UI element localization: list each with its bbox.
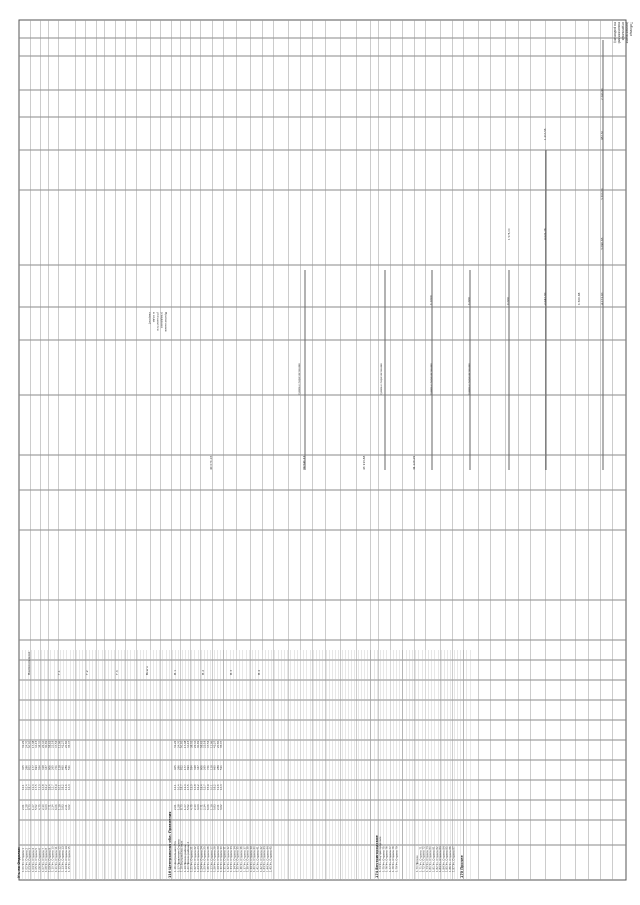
row-label: 1.76 Уч. Отдела 76: [385, 846, 389, 872]
numeric-cell: 511: [68, 765, 72, 770]
row-label: 1.44 Уч. Отдела 44: [266, 846, 270, 872]
numeric-cell: 19,4: [48, 784, 52, 790]
row-label: 1.26 Уч. Отдела 26: [207, 846, 210, 872]
numeric-cell: 693: [187, 765, 191, 770]
numeric-cell: 44,15: [35, 740, 39, 748]
row-label: 1.43 Уч. Отдела 43: [263, 846, 267, 872]
numeric-cell: 812: [180, 765, 184, 770]
numeric-cell: 50,91: [28, 740, 32, 748]
far-value: 2 240,90: [601, 88, 604, 100]
column-header: П.1: [173, 669, 177, 675]
far-value: 1 217,55: [544, 128, 547, 140]
numeric-cell: 3,62: [68, 804, 72, 810]
numeric-cell: 906: [200, 765, 204, 770]
row-label: 1.12 Уч. Отдела 12: [58, 846, 62, 872]
row-label: 1.09 Уч. Отдела 9: [48, 847, 52, 872]
numeric-cell: 289: [216, 765, 220, 770]
row-label: 1.39 Уч. Отдела 39: [249, 846, 253, 872]
numeric-cell: 289: [64, 765, 68, 770]
row-label: 1.21 Уч. Отдела 21: [190, 846, 194, 872]
numeric-cell: 1,28: [25, 804, 29, 810]
numeric-cell: 20,84: [64, 740, 68, 748]
numeric-cell: 296: [25, 765, 29, 770]
numeric-cell: 128: [210, 765, 214, 770]
title-line-4: показателей: [617, 22, 621, 44]
numeric-cell: 10,1: [210, 784, 214, 790]
numeric-cell: 2,10: [193, 804, 197, 810]
numeric-cell: 741: [55, 765, 58, 770]
mid-label: сумма к перечислению: [298, 363, 301, 395]
numeric-cell: 12,7: [51, 784, 55, 790]
mid-label: сумма к перечислению: [430, 363, 433, 395]
numeric-cell: 17,5: [35, 784, 39, 790]
numeric-cell: 41,27: [61, 740, 65, 748]
numeric-cell: 660: [213, 765, 217, 770]
row-label: 1.17 Правление Отдела: [177, 839, 181, 872]
row-label: 1.06 Уч. Отдела 6: [38, 847, 42, 872]
column-header: П.4: [257, 669, 261, 675]
row-label: 1.01 Уч. Отдела 1: [22, 847, 25, 872]
numeric-cell: 11,3: [183, 784, 187, 790]
column-header: Т.3: [115, 670, 119, 675]
mid-value: 4 271,00: [600, 292, 604, 305]
row-label: 1.16 Центральная обл.: [174, 840, 177, 872]
numeric-cell: 437: [45, 765, 49, 770]
numeric-cell: 812: [28, 765, 32, 770]
numeric-cell: 26,44: [193, 740, 197, 748]
numeric-cell: 20,84: [216, 740, 220, 748]
numeric-cell: 554: [38, 765, 42, 770]
numeric-cell: 2,34: [203, 804, 207, 810]
numeric-cell: 1,47: [31, 804, 35, 810]
column-header: Всего: [145, 666, 149, 675]
column-header: Т.2: [85, 670, 89, 675]
numeric-cell: 22,19: [203, 740, 207, 748]
row-group-1: [21, 846, 71, 872]
numeric-cell: 35,07: [68, 740, 72, 748]
far-value: 982,30: [601, 130, 604, 140]
row-label: 1.79 Уч. Отдела 79: [395, 846, 399, 872]
numeric-cell: 6,06: [207, 804, 210, 810]
numeric-cell: 405: [174, 765, 177, 770]
row-label: 1.37 Уч. Отдела 37: [243, 846, 247, 872]
column-header: П.2: [201, 669, 205, 675]
numeric-cell: 906: [48, 765, 52, 770]
numeric-cell: 44,15: [187, 740, 191, 748]
numeric-cell: 693: [35, 765, 39, 770]
numeric-cell: 12,7: [203, 784, 207, 790]
numeric-cell: 177: [31, 765, 35, 770]
mid-label: сумма к перечислению: [468, 363, 471, 395]
title-line-1: Таблица: [629, 22, 633, 37]
numeric-cell: 128: [58, 765, 62, 770]
numeric-cell: 405: [22, 765, 25, 770]
mid-value: 39 541,11: [302, 455, 306, 470]
numeric-cell: 58,63: [48, 740, 52, 748]
row-label: 1.27 Уч. Отдела 27: [210, 846, 214, 872]
numeric-cell: 3,62: [220, 804, 224, 810]
numeric-cell: 30,81: [45, 740, 49, 748]
numeric-cell: 4,75: [190, 804, 194, 810]
row-label: 1.74 Уч. Внутригородские: [379, 836, 382, 872]
numeric-cell: 17,5: [187, 784, 191, 790]
row-label: 1.73 Уч. Отдела 73: [425, 846, 429, 872]
row-label: 1.83 Уч. Отдела 83: [439, 846, 443, 872]
row-label: 1.70 Прочие: [416, 855, 419, 872]
numeric-cell: 11,6: [216, 784, 220, 790]
row-label: 1.15 Уч. Отдела 15: [68, 846, 72, 872]
numeric-cell: 741: [207, 765, 210, 770]
numeric-cell: 2,61: [174, 804, 177, 810]
numeric-cell: 10,4: [177, 784, 181, 790]
far-value: 4 021,78: [544, 228, 547, 240]
side-note-line-2: (сведения: [160, 312, 164, 329]
row-label: 1.02 Уч. Отдела 2: [25, 847, 29, 872]
numeric-cell: 12,96: [58, 740, 62, 748]
section-head-2: 116 Центральная обл. Правления: [168, 811, 172, 878]
numeric-cell: 318: [193, 765, 197, 770]
row-label: 1.36 Уч. Отдела 36: [240, 846, 243, 872]
row-label: 1.78 Уч. Отдела 78: [392, 846, 396, 872]
numeric-cell: 35,07: [220, 740, 224, 748]
row-label: 1.10 Уч. Отдела 10: [51, 846, 55, 872]
numeric-cell: 50,91: [180, 740, 184, 748]
numeric-cell: 19,4: [200, 784, 204, 790]
numeric-cell: 11,6: [64, 784, 68, 790]
numeric-cell: 15,9: [55, 784, 58, 790]
row-label: 1.45 Уч. Отдела 45: [269, 846, 273, 872]
mid-value: 40 071,26: [209, 455, 213, 470]
numeric-cell: 3,03: [197, 804, 201, 810]
numeric-cell: 437: [197, 765, 201, 770]
title-line-2: (мониторинг: [625, 22, 629, 44]
numeric-cell: 12,1: [174, 784, 177, 790]
row-label: 1.25 Уч. Отдела 25: [203, 846, 207, 872]
column-header: П.3: [229, 669, 233, 675]
column-header: Т.1: [57, 670, 61, 675]
numeric-cell: 13,0: [190, 784, 194, 790]
numeric-cell: 5,52: [35, 804, 39, 810]
numeric-cell: 11,3: [31, 784, 35, 790]
row-label: 1.05 Уч. Отдела 5: [35, 847, 39, 872]
numeric-cell: 22,19: [51, 740, 55, 748]
numeric-cell: 12,96: [210, 740, 214, 748]
numeric-cell: 31,26: [174, 740, 177, 748]
numeric-cell: 8,70: [180, 804, 184, 810]
numeric-cell: 24,70: [177, 740, 181, 748]
numeric-cell: 31,26: [22, 740, 25, 748]
side-note-line-3: уточняются: [156, 312, 160, 331]
numeric-cell: 296: [177, 765, 181, 770]
mid-value: 1 600,88: [577, 292, 581, 305]
numeric-cell: 1,19: [58, 804, 62, 810]
row-label: 1.31 Уч. Отдела 31: [223, 846, 227, 872]
row-label: 1.07 Уч. Отдела 7: [41, 847, 45, 872]
numeric-cell: 3,03: [45, 804, 49, 810]
numeric-cell: 554: [190, 765, 194, 770]
row-label: 1.20 Прочие районы 2: [187, 841, 191, 872]
row-label: 1.30 Уч. Отдела 30: [220, 846, 224, 872]
row-label: 1.38 Уч. Отдела 38: [246, 846, 250, 872]
numeric-cell: 17,38: [31, 740, 35, 748]
numeric-cell: 7,71: [200, 804, 204, 810]
row-label: 1.40 Уч. Отдела 40: [253, 846, 257, 872]
numeric-cell: 26,44: [41, 740, 45, 748]
numeric-cell: 5,83: [61, 804, 65, 810]
mid-value: 0,000: [506, 296, 510, 305]
row-label: 1.14 Уч. Отдела 14: [64, 846, 68, 872]
row-label: 1.42 Уч. Отдела 42: [259, 846, 263, 872]
row-label: 1.81 Уч. Отдела 81: [432, 846, 436, 872]
row-label: 1.82 Уч. Отдела 82: [435, 846, 439, 872]
numeric-cell: 18,2: [61, 784, 65, 790]
row-label: 1.29 Уч. Отдела 29: [216, 846, 220, 872]
numeric-cell: 41,27: [213, 740, 217, 748]
row-label: 1.08 Уч. Отдела 8: [45, 847, 49, 872]
row-label: 1.41 Уч. Отдела 41: [256, 846, 260, 872]
numeric-cell: 660: [61, 765, 65, 770]
mid-value: 1 2000: [429, 295, 433, 305]
numeric-cell: 14,3: [68, 784, 72, 790]
numeric-cell: 2,41: [216, 804, 220, 810]
mid-value: 43 113,88: [362, 455, 366, 470]
side-note-line-4: в ходе: [152, 312, 156, 323]
numeric-cell: 12,1: [22, 784, 25, 790]
row-label: 1.33 Уч. Отдела 33: [230, 846, 234, 872]
numeric-cell: 2,34: [51, 804, 55, 810]
numeric-cell: 2,61: [22, 804, 25, 810]
mid-value: 41 226,05: [412, 455, 416, 470]
numeric-cell: 16,2: [45, 784, 49, 790]
far-value: 1 575,00: [508, 228, 511, 240]
column-header: Наименование: [27, 651, 31, 675]
numeric-cell: 14,8: [41, 784, 45, 790]
row-label: 1.87 Уч. Отдела 87: [452, 846, 456, 872]
numeric-cell: 10,1: [58, 784, 62, 790]
numeric-cell: 17,38: [183, 740, 187, 748]
row-label: 1.18 Внутриобластные: [180, 840, 184, 872]
row-label: 1.03 Уч. Отдела 3: [28, 847, 32, 872]
numeric-cell: 16,2: [197, 784, 201, 790]
numeric-cell: 13,0: [38, 784, 42, 790]
numeric-cell: 6,06: [55, 804, 58, 810]
title-line-3: отдельных: [621, 22, 625, 41]
numeric-cell: 30,81: [197, 740, 201, 748]
row-label: 1.04 Уч. Отдела 4: [31, 847, 35, 872]
row-label: 1.35 Уч. Отдела 35: [236, 846, 240, 872]
mid-label: сумма к перечислению: [380, 363, 383, 395]
numeric-cell: 1,19: [210, 804, 214, 810]
numeric-cell: 511: [220, 765, 224, 770]
row-label: 1.23 Уч. Отдела 23: [197, 846, 201, 872]
row-label: 1.77 Уч. Отдела 77: [388, 846, 392, 872]
numeric-cell: 177: [183, 765, 187, 770]
row-label: 1.13 Уч. Отдела 13: [61, 846, 65, 872]
numeric-cell: 14,3: [220, 784, 224, 790]
row-label: 1.32 Уч. Отдела 32: [226, 846, 230, 872]
row-label: 1.19 Прочие районы: [183, 844, 187, 872]
numeric-cell: 2,41: [64, 804, 68, 810]
row-label: 1.75 Уч. Отдела 75: [382, 846, 386, 872]
row-label: 1.84 Уч. Отдела 84: [442, 846, 446, 872]
numeric-cell: 2,10: [41, 804, 45, 810]
row-group-4: [415, 846, 455, 872]
numeric-cell: 47,53: [55, 740, 58, 748]
section-head-1: Уч. по Отделам: [17, 847, 21, 878]
numeric-cell: 15,9: [207, 784, 210, 790]
section-head-3: 174 Внутригородские: [375, 835, 379, 878]
numeric-cell: 5,52: [187, 804, 191, 810]
numeric-cell: 5,83: [213, 804, 217, 810]
numeric-cell: 265: [51, 765, 55, 770]
row-label: 1.24 Уч. Отдела 24: [200, 846, 204, 872]
numeric-cell: 18,7: [28, 784, 32, 790]
title-line-5: по районам): [613, 22, 617, 43]
row-label: 1.86 Уч. Отдела 86: [449, 846, 452, 872]
numeric-cell: 7,71: [48, 804, 52, 810]
mid-value: 1,000: [467, 296, 471, 305]
far-value: 3 300,00: [601, 188, 604, 200]
mid-value: 2 047,30: [543, 292, 547, 305]
row-label: 1.85 Уч. Отдела 85: [445, 846, 449, 872]
row-label: 1.72 Уч. Отдела 72: [422, 846, 426, 872]
numeric-cell: 38,02: [38, 740, 42, 748]
numeric-cell: 1,47: [183, 804, 187, 810]
numeric-cell: 38,02: [190, 740, 194, 748]
row-label: 1.22 Уч. Отдела 22: [193, 846, 197, 872]
side-note-line-5: сверки): [148, 312, 152, 325]
section-head-4: 170 Прочее: [460, 855, 464, 878]
numeric-cell: 24,70: [25, 740, 29, 748]
mid-value: 3 096,66: [600, 237, 604, 250]
numeric-cell: 58,63: [200, 740, 204, 748]
numeric-cell: 4,75: [38, 804, 42, 810]
row-label: 1.28 Уч. Отдела 28: [213, 846, 217, 872]
numeric-cell: 1,28: [177, 804, 181, 810]
row-label: 1.34 Уч. Отдела 34: [233, 846, 237, 872]
row-label: 1.11 Уч. Отдела 11: [55, 846, 58, 872]
numeric-cell: 47,53: [207, 740, 210, 748]
numeric-cell: 265: [203, 765, 207, 770]
numeric-cell: 10,4: [25, 784, 29, 790]
numeric-cell: 18,7: [180, 784, 184, 790]
side-note-line-1: Примечание: [164, 312, 168, 332]
numeric-cell: 18,2: [213, 784, 217, 790]
numeric-cell: 14,8: [193, 784, 197, 790]
numeric-cell: 8,70: [28, 804, 32, 810]
row-label: 1.80 Уч. Отдела 80: [429, 846, 433, 872]
numeric-cell: 318: [41, 765, 45, 770]
row-label: 1.71 Уч. Отдела 71: [419, 846, 423, 872]
